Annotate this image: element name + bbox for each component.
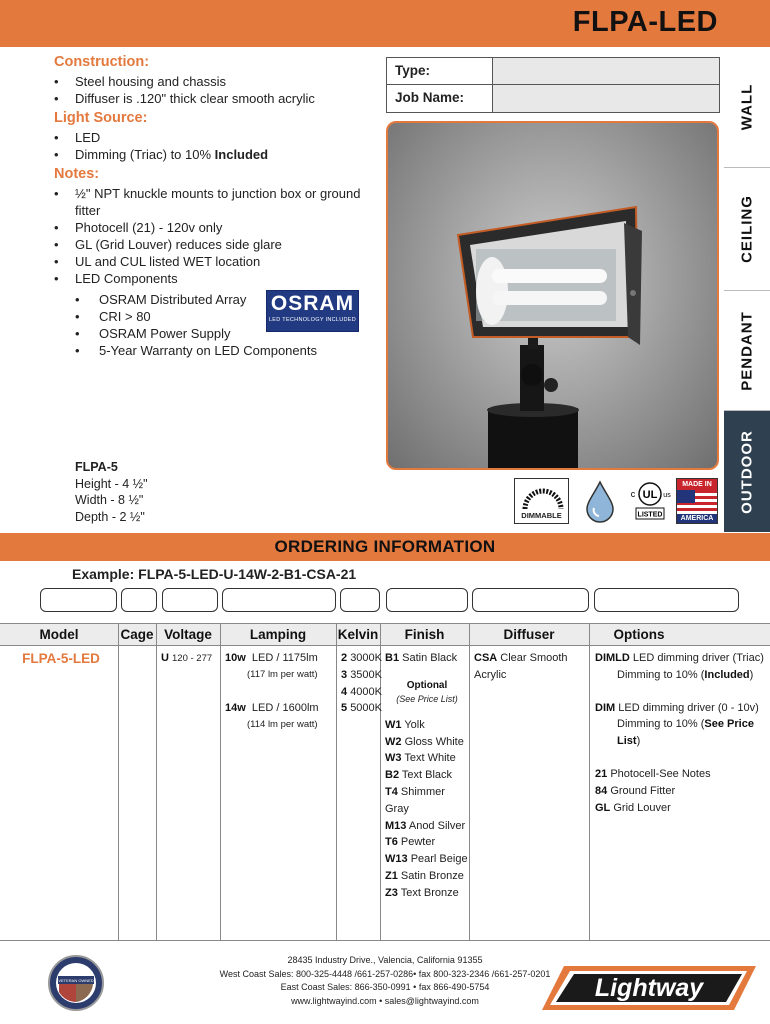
job-name-label: Job Name:	[387, 85, 493, 112]
table-bottom-rule	[0, 940, 770, 941]
dimensions	[75, 459, 148, 525]
order-box-lamping[interactable]	[222, 588, 336, 612]
wet-location-icon	[580, 478, 620, 524]
list-item: • CRI > 80	[75, 308, 384, 325]
list-item: • LED Components	[54, 270, 384, 287]
ul-mark: UL	[642, 489, 658, 501]
col-kelvin: Kelvin	[337, 627, 379, 642]
model-value: FLPA-5-LED	[22, 651, 100, 666]
order-box-finish[interactable]	[386, 588, 468, 612]
voltage-value: U 120 - 277	[161, 652, 213, 664]
light-source-heading: Light Source:	[54, 110, 148, 126]
dimensions-model: FLPA-5	[75, 460, 118, 474]
type-job-form	[386, 57, 720, 113]
dimmable-icon	[515, 479, 570, 513]
list-item: • GL (Grid Louver) reduces side glare	[54, 236, 384, 253]
footer-address: 28435 Industry Drive., Valencia, California 91355	[287, 955, 483, 965]
tab-ceiling[interactable]: CEILING	[724, 168, 770, 291]
dimmable-badge: DIMMABLE	[514, 478, 569, 524]
dimension-depth: Depth - 2 ½"	[75, 509, 145, 524]
order-box-options[interactable]	[594, 588, 739, 612]
ul-us: us	[663, 492, 671, 499]
logo-text: Lightway	[594, 974, 704, 1002]
footer-west-coast: West Coast Sales: 800-325-4448 /661-257-0286• fax 800-323-2346 /661-257-0201	[219, 968, 551, 979]
lightway-logo	[538, 962, 760, 1014]
ul-listed-text: LISTED	[637, 511, 663, 519]
made-in-america-badge: MADE IN AMERICA	[676, 478, 718, 524]
example-code: Example: FLPA-5-LED-U-14W-2-B1-CSA-21	[72, 566, 357, 582]
divider	[220, 623, 221, 940]
list-item: • LED	[54, 129, 384, 146]
osram-logo: OSRAM LED TECHNOLOGY INCLUDED	[266, 290, 359, 332]
divider	[156, 623, 157, 940]
diffuser-value: CSA Clear Smooth Acrylic	[474, 652, 568, 681]
col-finish: Finish	[404, 627, 445, 642]
notes-list	[54, 185, 384, 287]
col-cage: Cage	[120, 627, 154, 642]
list-item: • UL and CUL listed WET location	[54, 253, 384, 270]
type-label: Type:	[387, 58, 493, 84]
col-diffuser: Diffuser	[503, 627, 555, 642]
ordering-header: ORDERING INFORMATION	[0, 533, 770, 561]
veteran-owned-seal	[47, 954, 105, 1012]
list-item: • OSRAM Distributed Array	[75, 291, 384, 308]
type-field[interactable]	[493, 58, 719, 84]
order-box-voltage[interactable]	[162, 588, 218, 612]
tab-outdoor[interactable]: OUTDOOR	[724, 411, 770, 532]
notes-heading: Notes:	[54, 166, 100, 182]
product-photo	[386, 121, 719, 470]
footer-web[interactable]: www.lightwayind.com • sales@lightwayind.com	[291, 995, 479, 1006]
tab-pendant[interactable]: PENDANT	[724, 291, 770, 411]
list-item: • ½" NPT knuckle mounts to junction box or ground fitter	[54, 185, 384, 219]
divider	[469, 623, 470, 940]
divider	[118, 623, 119, 940]
divider	[589, 623, 590, 940]
construction-list	[54, 73, 384, 107]
product-title: FLPA-LED	[572, 6, 718, 38]
kelvin-list: 2 3000K 3 3500K 4 4000K 5 5000K	[341, 652, 382, 715]
order-box-kelvin[interactable]	[340, 588, 380, 612]
light-source-list	[54, 129, 384, 163]
footer-east-coast: East Coast Sales: 866-350-0991 • fax 866-490-5754	[280, 982, 490, 993]
dimension-width: Width - 8 ½"	[75, 493, 144, 507]
flag-icon	[677, 490, 717, 514]
order-box-diffuser[interactable]	[472, 588, 589, 612]
divider	[336, 623, 337, 940]
list-item: • Diffuser is .120" thick clear smooth acrylic	[54, 90, 384, 107]
seal-text: VETERAN OWNED	[58, 978, 94, 983]
job-name-field[interactable]	[493, 85, 719, 112]
col-voltage: Voltage	[164, 627, 212, 642]
col-model: Model	[39, 627, 79, 642]
list-item: • 5-Year Warranty on LED Components	[75, 342, 384, 359]
construction-heading: Construction:	[54, 54, 150, 70]
col-lamping: Lamping	[249, 627, 307, 642]
certifications	[514, 478, 718, 524]
tab-wall[interactable]: WALL	[724, 47, 770, 168]
finish-list: B1 Satin Black Optional (See Price List) W1 Yolk W2 Gloss White W3 Text White B2 Text Black T4 Shimmer Gray M13 Anod Silver T6 Pewter W13 Pearl Beige Z1 Satin Bronze Z3 Text Bronze	[385, 652, 468, 899]
category-tabs	[724, 47, 770, 532]
order-box-cage[interactable]	[121, 588, 157, 612]
list-item: • Steel housing and chassis	[54, 73, 384, 90]
lamping-10w: 10w LED / 1175lm (117 lm per watt)	[225, 652, 318, 680]
order-box-model[interactable]	[40, 588, 117, 612]
header-bar	[0, 0, 770, 47]
lamping-14w: 14w LED / 1600lm (114 lm per watt)	[225, 702, 319, 730]
dimension-height: Height - 4 ½"	[75, 476, 148, 491]
floodlight-illustration	[388, 123, 719, 470]
options-list: DIMLD LED dimming driver (Triac) Dimming to 10% (Included) DIM LED dimming driver (0 - 10v) Dimming to 10% (See Price List) 21 Photocell-See Notes 84 Ground Fitter GL Grid Louver	[595, 652, 764, 814]
list-item: • Photocell (21) - 120v only	[54, 219, 384, 236]
list-item: • Dimming (Triac) to 10% Included	[54, 146, 384, 163]
ul-c: c	[630, 489, 636, 499]
ul-listed-badge	[626, 478, 672, 524]
list-item: • OSRAM Power Supply	[75, 325, 384, 342]
col-options: Options	[613, 627, 665, 642]
